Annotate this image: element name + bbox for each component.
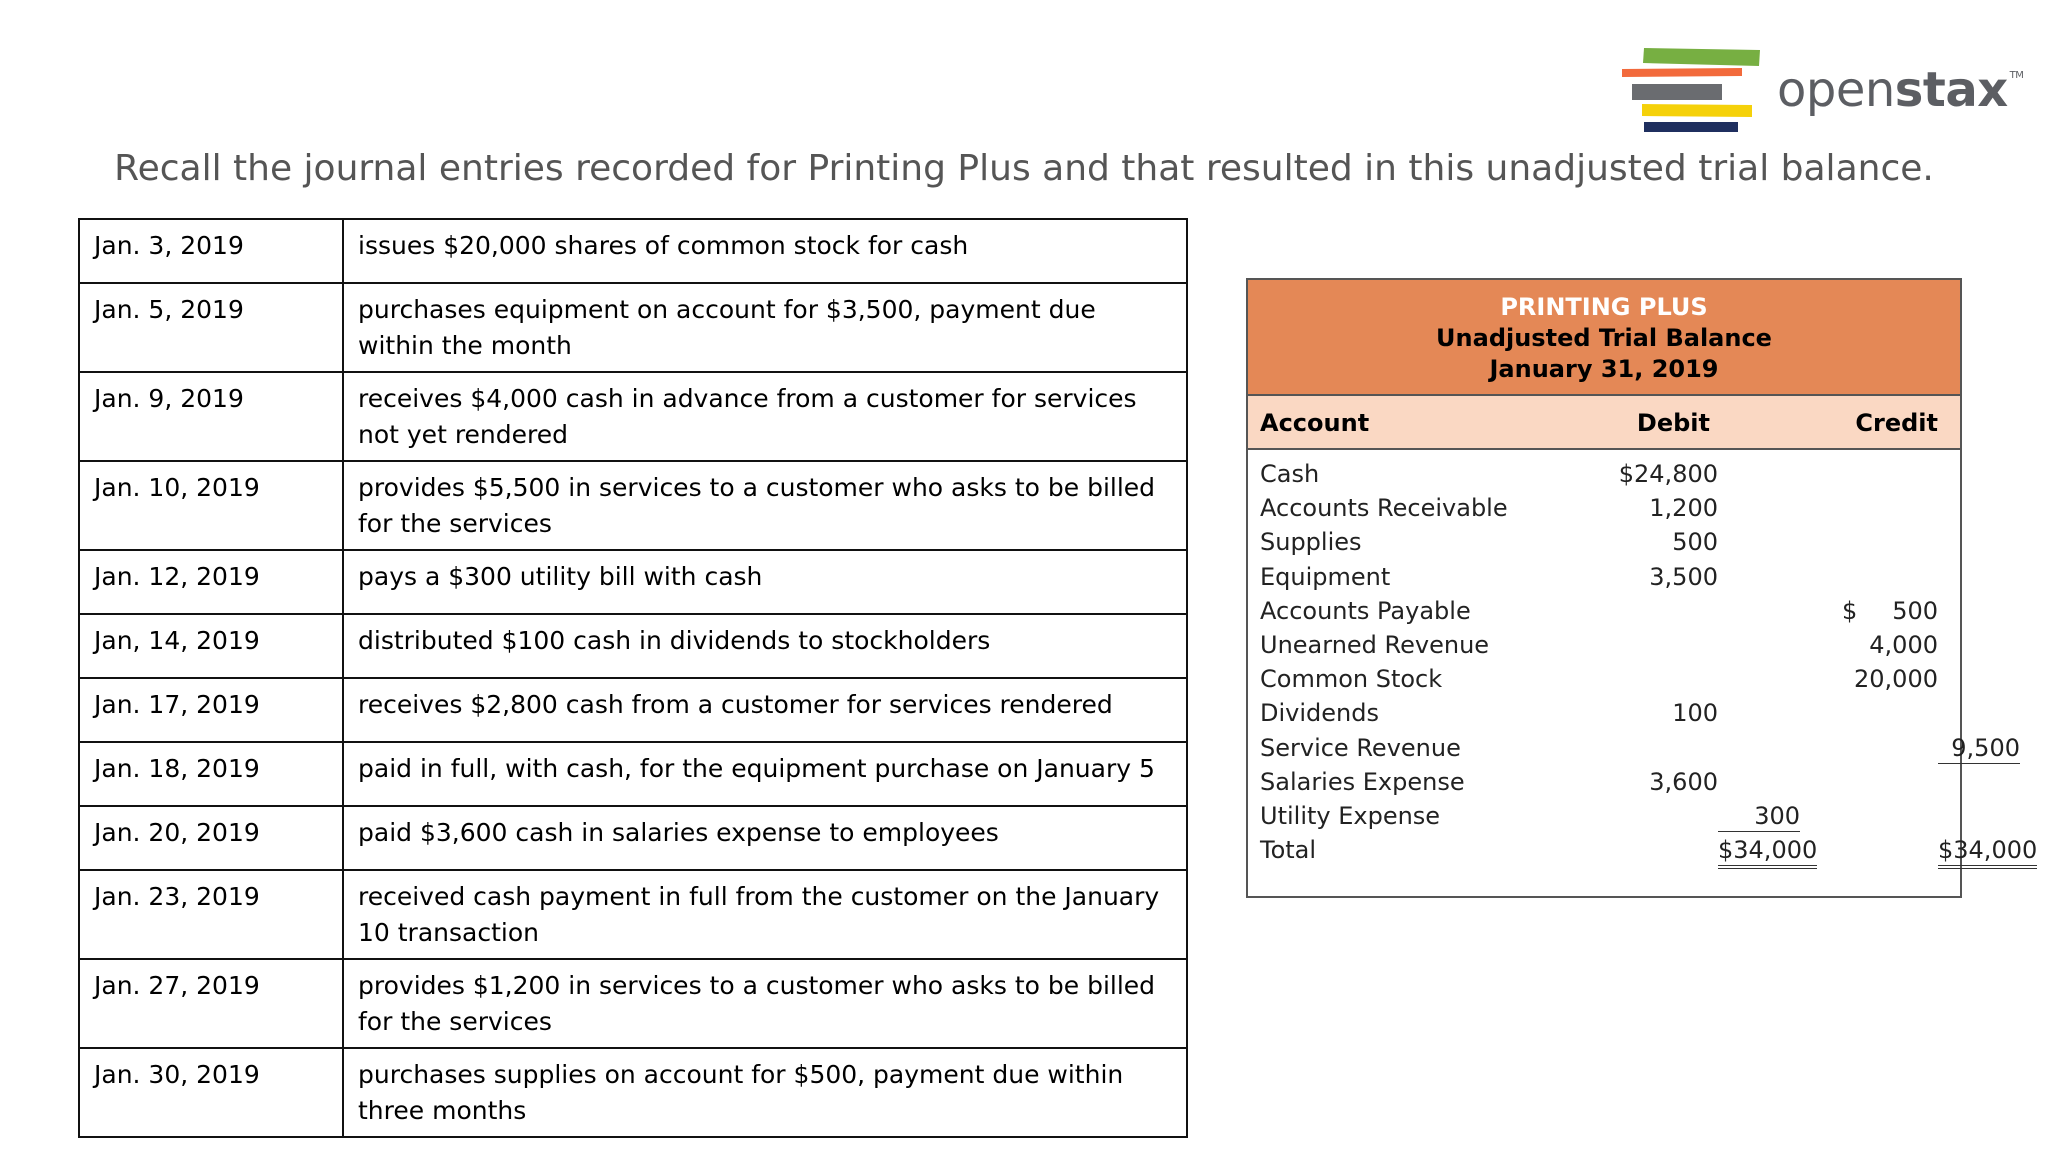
- currency-sign: $: [1842, 596, 1858, 625]
- trial-balance-row: [1248, 768, 1960, 802]
- journal-date: Jan. 20, 2019: [79, 806, 343, 870]
- column-account: Account: [1260, 409, 1370, 437]
- journal-date: Jan. 12, 2019: [79, 550, 343, 614]
- logo-bar-green: [1643, 48, 1760, 66]
- trial-balance-row: [1248, 494, 1960, 528]
- debit-amount: $24,800: [1618, 460, 1718, 488]
- credit-amount: [1842, 597, 1938, 625]
- trial-balance-row: [1248, 528, 1960, 562]
- account-name: Common Stock: [1260, 665, 1443, 694]
- journal-description: issues $20,000 shares of common stock for cash: [343, 219, 1187, 283]
- trial-balance-row: [1248, 631, 1960, 665]
- journal-description: paid $3,600 cash in salaries expense to employees: [343, 806, 1187, 870]
- debit-amount: 3,500: [1649, 562, 1718, 591]
- journal-description: receives $4,000 cash in advance from a customer for services not yet rendered: [343, 372, 1187, 461]
- journal-row: [79, 959, 1187, 1048]
- account-name: Utility Expense: [1260, 801, 1441, 830]
- journal-date: Jan. 23, 2019: [79, 870, 343, 959]
- account-name: Unearned Revenue: [1260, 630, 1490, 659]
- logo-bar-orange: [1622, 68, 1742, 77]
- openstax-logo: [1622, 44, 2024, 136]
- logo-word-bold: stax: [1894, 62, 2008, 118]
- debit-value-underlined: 300: [1718, 802, 1800, 832]
- journal-date: Jan. 27, 2019: [79, 959, 343, 1048]
- credit-value: 500: [1892, 596, 1938, 625]
- slide-heading: Recall the journal entries recorded for Printing Plus and that resulted in this unadjusted trial balance.: [114, 148, 1934, 189]
- trial-balance-row: [1248, 665, 1960, 699]
- journal-date: Jan. 18, 2019: [79, 742, 343, 806]
- trial-balance-row: [1248, 597, 1960, 631]
- logo-bar-gray: [1632, 84, 1722, 100]
- trial-balance-header: [1248, 280, 1960, 396]
- journal-row: [79, 806, 1187, 870]
- trial-balance-row: [1248, 733, 2020, 768]
- account-name: Accounts Receivable: [1260, 494, 1508, 523]
- debit-amount: 500: [1672, 528, 1718, 557]
- journal-description: received cash payment in full from the customer on the January 10 transaction: [343, 870, 1187, 959]
- journal-date: Jan. 30, 2019: [79, 1048, 343, 1137]
- trial-balance-total-row: [1248, 836, 2038, 870]
- trial-balance-row: [1248, 699, 1960, 733]
- openstax-book-stack-icon: [1622, 44, 1762, 136]
- trial-balance-body: [1248, 450, 2038, 870]
- journal-description: provides $5,500 in services to a customer who asks to be billed for the services: [343, 461, 1187, 550]
- journal-description: distributed $100 cash in dividends to stockholders: [343, 614, 1187, 678]
- trial-balance: [1246, 278, 2038, 898]
- journal-date: Jan. 17, 2019: [79, 678, 343, 742]
- journal-description: paid in full, with cash, for the equipment purchase on January 5: [343, 742, 1187, 806]
- logo-bar-navy: [1644, 122, 1738, 132]
- journal-description: receives $2,800 cash from a customer for services rendered: [343, 678, 1187, 742]
- account-name: Accounts Payable: [1260, 596, 1471, 625]
- account-name: Equipment: [1260, 562, 1391, 591]
- journal-description: purchases equipment on account for $3,500, payment due within the month: [343, 283, 1187, 372]
- account-name: Supplies: [1260, 528, 1362, 557]
- credit-value-underlined: 9,500: [1938, 734, 2020, 764]
- journal-row: [79, 461, 1187, 550]
- column-credit: Credit: [1855, 409, 1938, 437]
- trial-balance-row: [1248, 563, 1960, 597]
- trial-balance-date: January 31, 2019: [1489, 355, 1719, 383]
- debit-amount: 100: [1672, 699, 1718, 728]
- journal-row: [79, 1048, 1187, 1137]
- journal-date: Jan. 5, 2019: [79, 283, 343, 372]
- account-name: Dividends: [1260, 699, 1379, 728]
- journal-date: Jan. 9, 2019: [79, 372, 343, 461]
- trial-balance-title: Unadjusted Trial Balance: [1436, 324, 1772, 352]
- credit-amount: 4,000: [1869, 630, 1938, 659]
- trial-balance-row: [1248, 460, 1960, 494]
- journal-description: pays a $300 utility bill with cash: [343, 550, 1187, 614]
- journal-description: purchases supplies on account for $500, payment due within three months: [343, 1048, 1187, 1137]
- account-name: Service Revenue: [1260, 733, 1461, 762]
- journal-description: provides $1,200 in services to a customer who asks to be billed for the services: [343, 959, 1187, 1048]
- logo-word-light: open: [1777, 62, 1895, 118]
- journal-date: Jan. 10, 2019: [79, 461, 343, 550]
- journal-row: [79, 614, 1187, 678]
- journal-date: Jan, 14, 2019: [79, 614, 343, 678]
- debit-amount: 3,600: [1649, 767, 1718, 796]
- account-name: Cash: [1260, 460, 1320, 488]
- journal-row: [79, 283, 1187, 372]
- account-name: Total: [1260, 836, 1317, 865]
- debit-total-value: $34,000: [1718, 836, 1817, 869]
- journal-row: [79, 678, 1187, 742]
- credit-total-value: $34,000: [1938, 836, 2037, 869]
- journal-row: [79, 372, 1187, 461]
- journal-row: [79, 742, 1187, 806]
- trial-balance-column-header: [1248, 396, 1960, 450]
- journal-date: Jan. 3, 2019: [79, 219, 343, 283]
- logo-bar-yellow: [1642, 104, 1752, 117]
- journal-row: [79, 870, 1187, 959]
- logo-trademark: TM: [2009, 70, 2024, 81]
- debit-amount: 1,200: [1649, 494, 1718, 523]
- column-debit: Debit: [1636, 409, 1710, 437]
- journal-entries-table: [78, 218, 1188, 1138]
- credit-amount: 20,000: [1854, 665, 1938, 694]
- journal-row: [79, 550, 1187, 614]
- account-name: Salaries Expense: [1260, 767, 1465, 796]
- openstax-wordmark: [1777, 62, 2023, 118]
- journal-row: [79, 219, 1187, 283]
- trial-balance-company: PRINTING PLUS: [1500, 293, 1708, 321]
- trial-balance-row: [1248, 802, 1960, 836]
